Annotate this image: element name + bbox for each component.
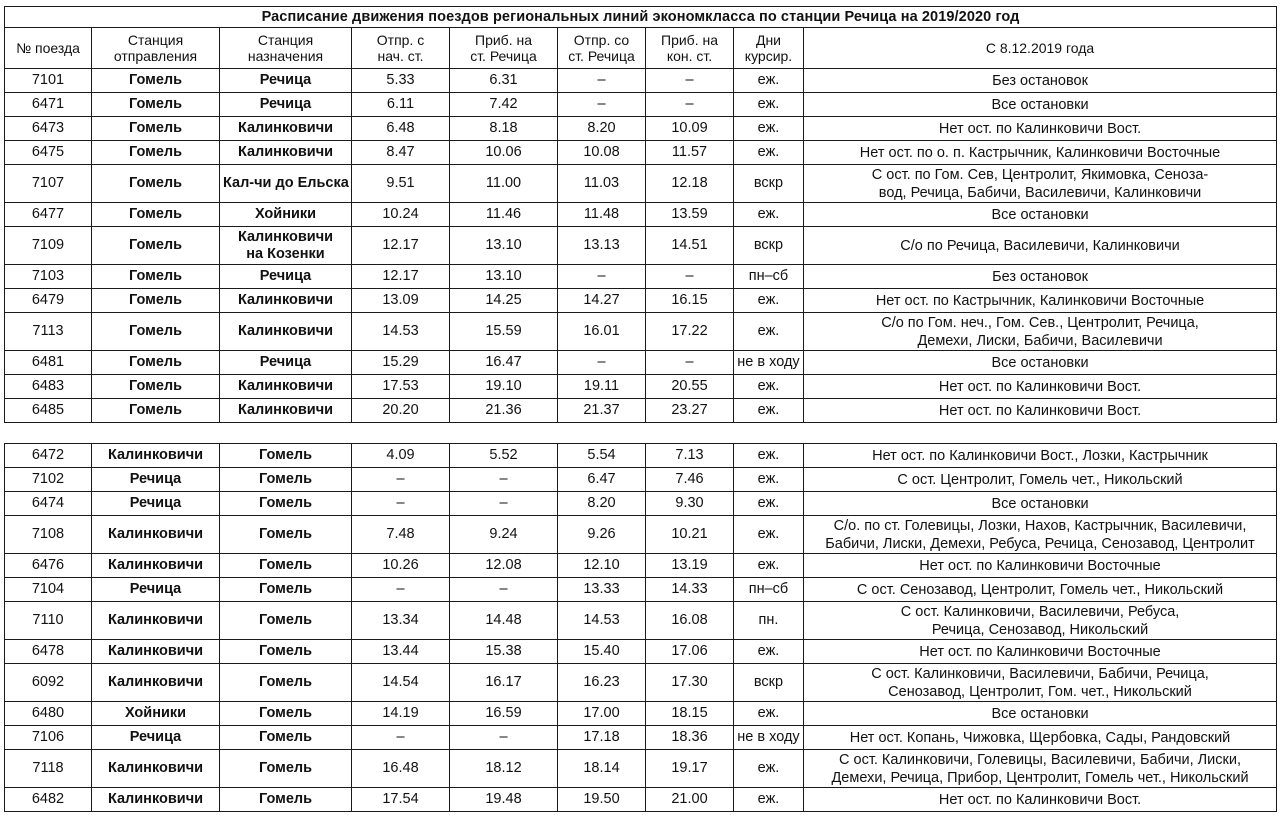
cell-departure-station: Калинковичи bbox=[92, 788, 220, 812]
cell-running-days: не в ходу bbox=[734, 726, 804, 750]
cell-depart-origin: 8.47 bbox=[352, 141, 450, 165]
cell-stop-notes: С ост. Калинковичи, Василевичи, Ребуса, Речица, Сенозавод, Никольский bbox=[804, 602, 1277, 640]
cell-arrive-terminal: 7.46 bbox=[646, 468, 734, 492]
schedule-row bbox=[5, 726, 1277, 750]
cell-departure-station: Хойники bbox=[92, 702, 220, 726]
cell-departure-station: Гомель bbox=[92, 227, 220, 265]
cell-stop-notes: С/о по Речица, Василевичи, Калинковичи bbox=[804, 227, 1277, 265]
cell-destination-station: Речица bbox=[220, 69, 352, 93]
cell-train-number: 6478 bbox=[5, 640, 92, 664]
cell-train-number: 7109 bbox=[5, 227, 92, 265]
cell-running-days: еж. bbox=[734, 554, 804, 578]
cell-train-number: 6477 bbox=[5, 203, 92, 227]
cell-arrive-terminal: 19.17 bbox=[646, 750, 734, 788]
cell-arrive-rechitsa: 18.12 bbox=[450, 750, 558, 788]
cell-destination-station: Гомель bbox=[220, 750, 352, 788]
cell-running-days: еж. bbox=[734, 444, 804, 468]
schedule-row bbox=[5, 93, 1277, 117]
cell-running-days: еж. bbox=[734, 289, 804, 313]
cell-arrive-rechitsa: – bbox=[450, 492, 558, 516]
header-row bbox=[5, 28, 1277, 69]
cell-running-days: еж. bbox=[734, 640, 804, 664]
cell-arrive-terminal: 17.30 bbox=[646, 664, 734, 702]
cell-arrive-terminal: 11.57 bbox=[646, 141, 734, 165]
cell-arrive-terminal: – bbox=[646, 351, 734, 375]
departures-to-gomel bbox=[5, 444, 1277, 812]
header-stop-notes: С 8.12.2019 года bbox=[804, 28, 1277, 69]
cell-arrive-rechitsa: 21.36 bbox=[450, 399, 558, 423]
cell-destination-station: Гомель bbox=[220, 578, 352, 602]
cell-arrive-rechitsa: 11.46 bbox=[450, 203, 558, 227]
cell-depart-rechitsa: 12.10 bbox=[558, 554, 646, 578]
schedule-row bbox=[5, 351, 1277, 375]
cell-train-number: 6476 bbox=[5, 554, 92, 578]
header-depart-origin: Отпр. с нач. ст. bbox=[352, 28, 450, 69]
cell-depart-origin: 6.48 bbox=[352, 117, 450, 141]
cell-depart-origin: 14.54 bbox=[352, 664, 450, 702]
departures-from-gomel bbox=[5, 69, 1277, 423]
cell-stop-notes: С ост. Калинковичи, Голевицы, Василевичи, Бабичи, Лиски, Демехи, Речица, Прибор, Центролит, Гомель чет., Никольский bbox=[804, 750, 1277, 788]
cell-departure-station: Калинковичи bbox=[92, 750, 220, 788]
schedule-row bbox=[5, 289, 1277, 313]
cell-destination-station: Кал-чи до Ельска bbox=[220, 165, 352, 203]
cell-arrive-terminal: – bbox=[646, 93, 734, 117]
cell-arrive-terminal: – bbox=[646, 265, 734, 289]
schedule-row bbox=[5, 468, 1277, 492]
schedule-title: Расписание движения поездов региональных линий экономкласса по станции Речица на 2019/2020 год bbox=[5, 7, 1277, 28]
cell-arrive-terminal: 13.19 bbox=[646, 554, 734, 578]
cell-arrive-rechitsa: – bbox=[450, 468, 558, 492]
cell-departure-station: Гомель bbox=[92, 93, 220, 117]
cell-arrive-terminal: 16.08 bbox=[646, 602, 734, 640]
cell-train-number: 6481 bbox=[5, 351, 92, 375]
cell-train-number: 6480 bbox=[5, 702, 92, 726]
cell-departure-station: Гомель bbox=[92, 313, 220, 351]
cell-arrive-rechitsa: 19.48 bbox=[450, 788, 558, 812]
cell-running-days: пн–сб bbox=[734, 265, 804, 289]
cell-running-days: еж. bbox=[734, 93, 804, 117]
cell-running-days: еж. bbox=[734, 750, 804, 788]
cell-destination-station: Калинковичи bbox=[220, 117, 352, 141]
cell-depart-origin: 13.09 bbox=[352, 289, 450, 313]
schedule-row bbox=[5, 265, 1277, 289]
cell-destination-station: Калинковичи bbox=[220, 313, 352, 351]
cell-stop-notes: Нет ост. по Кастрычник, Калинковичи Восточные bbox=[804, 289, 1277, 313]
cell-depart-rechitsa: – bbox=[558, 69, 646, 93]
cell-arrive-terminal: 9.30 bbox=[646, 492, 734, 516]
section-spacer bbox=[5, 423, 1277, 444]
cell-depart-rechitsa: 13.13 bbox=[558, 227, 646, 265]
header-destination-station: Станция назначения bbox=[220, 28, 352, 69]
cell-running-days: еж. bbox=[734, 702, 804, 726]
cell-depart-origin: – bbox=[352, 492, 450, 516]
cell-stop-notes: Все остановки bbox=[804, 203, 1277, 227]
cell-train-number: 7103 bbox=[5, 265, 92, 289]
cell-depart-rechitsa: 21.37 bbox=[558, 399, 646, 423]
schedule-row bbox=[5, 702, 1277, 726]
schedule-row bbox=[5, 516, 1277, 554]
cell-running-days: не в ходу bbox=[734, 351, 804, 375]
cell-train-number: 6475 bbox=[5, 141, 92, 165]
schedule-row bbox=[5, 664, 1277, 702]
cell-destination-station: Калинковичи на Козенки bbox=[220, 227, 352, 265]
cell-depart-rechitsa: – bbox=[558, 93, 646, 117]
cell-departure-station: Гомель bbox=[92, 69, 220, 93]
cell-arrive-terminal: 17.22 bbox=[646, 313, 734, 351]
cell-train-number: 6471 bbox=[5, 93, 92, 117]
cell-depart-origin: 14.53 bbox=[352, 313, 450, 351]
cell-depart-rechitsa: 19.11 bbox=[558, 375, 646, 399]
schedule-document bbox=[4, 6, 1276, 812]
cell-destination-station: Гомель bbox=[220, 516, 352, 554]
cell-stop-notes: Все остановки bbox=[804, 93, 1277, 117]
cell-depart-origin: 12.17 bbox=[352, 265, 450, 289]
cell-train-number: 6483 bbox=[5, 375, 92, 399]
cell-departure-station: Калинковичи bbox=[92, 602, 220, 640]
cell-departure-station: Гомель bbox=[92, 117, 220, 141]
cell-depart-rechitsa: 13.33 bbox=[558, 578, 646, 602]
cell-arrive-rechitsa: – bbox=[450, 726, 558, 750]
schedule-row bbox=[5, 141, 1277, 165]
header-running-days: Дни курсир. bbox=[734, 28, 804, 69]
cell-running-days: вскр bbox=[734, 664, 804, 702]
cell-depart-rechitsa: 5.54 bbox=[558, 444, 646, 468]
cell-arrive-terminal: 10.21 bbox=[646, 516, 734, 554]
cell-stop-notes: Без остановок bbox=[804, 265, 1277, 289]
cell-depart-rechitsa: 17.18 bbox=[558, 726, 646, 750]
cell-train-number: 6482 bbox=[5, 788, 92, 812]
cell-stop-notes: С ост. Калинковичи, Василевичи, Бабичи, Речица, Сенозавод, Центролит, Гом. чет., Никольский bbox=[804, 664, 1277, 702]
cell-arrive-terminal: 13.59 bbox=[646, 203, 734, 227]
schedule-row bbox=[5, 640, 1277, 664]
cell-stop-notes: Все остановки bbox=[804, 492, 1277, 516]
cell-arrive-terminal: 7.13 bbox=[646, 444, 734, 468]
header-depart-rechitsa: Отпр. со ст. Речица bbox=[558, 28, 646, 69]
schedule-row bbox=[5, 165, 1277, 203]
cell-arrive-terminal: 18.15 bbox=[646, 702, 734, 726]
cell-departure-station: Речица bbox=[92, 468, 220, 492]
cell-train-number: 6479 bbox=[5, 289, 92, 313]
cell-stop-notes: С ост. Сенозавод, Центролит, Гомель чет., Никольский bbox=[804, 578, 1277, 602]
header-arrive-rechitsa: Приб. на ст. Речица bbox=[450, 28, 558, 69]
cell-arrive-rechitsa: 14.48 bbox=[450, 602, 558, 640]
cell-running-days: еж. bbox=[734, 788, 804, 812]
cell-arrive-terminal: – bbox=[646, 69, 734, 93]
cell-destination-station: Гомель bbox=[220, 492, 352, 516]
cell-departure-station: Гомель bbox=[92, 265, 220, 289]
cell-depart-rechitsa: 17.00 bbox=[558, 702, 646, 726]
cell-stop-notes: Нет ост. по Калинковичи Восточные bbox=[804, 640, 1277, 664]
cell-destination-station: Гомель bbox=[220, 554, 352, 578]
cell-train-number: 6472 bbox=[5, 444, 92, 468]
cell-depart-origin: – bbox=[352, 726, 450, 750]
cell-train-number: 7104 bbox=[5, 578, 92, 602]
schedule-row bbox=[5, 750, 1277, 788]
cell-depart-origin: 17.53 bbox=[352, 375, 450, 399]
cell-depart-origin: 15.29 bbox=[352, 351, 450, 375]
cell-running-days: еж. bbox=[734, 492, 804, 516]
cell-depart-origin: 17.54 bbox=[352, 788, 450, 812]
cell-arrive-rechitsa: 5.52 bbox=[450, 444, 558, 468]
cell-depart-rechitsa: – bbox=[558, 351, 646, 375]
cell-train-number: 7113 bbox=[5, 313, 92, 351]
cell-destination-station: Речица bbox=[220, 351, 352, 375]
cell-arrive-rechitsa: – bbox=[450, 578, 558, 602]
cell-destination-station: Калинковичи bbox=[220, 289, 352, 313]
cell-stop-notes: Нет ост. по Калинковичи Вост., Лозки, Кастрычник bbox=[804, 444, 1277, 468]
cell-departure-station: Калинковичи bbox=[92, 444, 220, 468]
cell-stop-notes: С/о. по ст. Голевицы, Лозки, Нахов, Кастрычник, Василевичи, Бабичи, Лиски, Демехи, Ребуса, Речица, Сенозавод, Центролит bbox=[804, 516, 1277, 554]
cell-arrive-terminal: 18.36 bbox=[646, 726, 734, 750]
cell-stop-notes: Нет ост. Копань, Чижовка, Щербовка, Сады, Рандовский bbox=[804, 726, 1277, 750]
header-train-number: № поезда bbox=[5, 28, 92, 69]
cell-depart-rechitsa: 18.14 bbox=[558, 750, 646, 788]
cell-destination-station: Гомель bbox=[220, 468, 352, 492]
cell-depart-origin: – bbox=[352, 578, 450, 602]
cell-arrive-rechitsa: 15.38 bbox=[450, 640, 558, 664]
cell-departure-station: Калинковичи bbox=[92, 640, 220, 664]
cell-depart-rechitsa: 14.27 bbox=[558, 289, 646, 313]
cell-departure-station: Речица bbox=[92, 726, 220, 750]
cell-arrive-rechitsa: 7.42 bbox=[450, 93, 558, 117]
cell-depart-origin: – bbox=[352, 468, 450, 492]
cell-running-days: еж. bbox=[734, 141, 804, 165]
cell-stop-notes: Без остановок bbox=[804, 69, 1277, 93]
cell-destination-station: Гомель bbox=[220, 602, 352, 640]
cell-departure-station: Гомель bbox=[92, 141, 220, 165]
cell-depart-rechitsa: 16.23 bbox=[558, 664, 646, 702]
cell-departure-station: Гомель bbox=[92, 375, 220, 399]
schedule-row bbox=[5, 788, 1277, 812]
schedule-row bbox=[5, 578, 1277, 602]
cell-depart-rechitsa: 8.20 bbox=[558, 117, 646, 141]
cell-train-number: 6485 bbox=[5, 399, 92, 423]
cell-destination-station: Гомель bbox=[220, 444, 352, 468]
cell-depart-rechitsa: 6.47 bbox=[558, 468, 646, 492]
cell-depart-rechitsa: 8.20 bbox=[558, 492, 646, 516]
cell-stop-notes: С/о по Гом. неч., Гом. Сев., Центролит, Речица, Демехи, Лиски, Бабичи, Василевичи bbox=[804, 313, 1277, 351]
cell-depart-origin: 13.34 bbox=[352, 602, 450, 640]
cell-destination-station: Гомель bbox=[220, 702, 352, 726]
cell-stop-notes: Нет ост. по о. п. Кастрычник, Калинковичи Восточные bbox=[804, 141, 1277, 165]
cell-depart-origin: 9.51 bbox=[352, 165, 450, 203]
cell-depart-origin: 14.19 bbox=[352, 702, 450, 726]
cell-stop-notes: Все остановки bbox=[804, 351, 1277, 375]
cell-train-number: 7110 bbox=[5, 602, 92, 640]
cell-stop-notes: Нет ост. по Калинковичи Вост. bbox=[804, 399, 1277, 423]
cell-depart-rechitsa: 10.08 bbox=[558, 141, 646, 165]
cell-destination-station: Калинковичи bbox=[220, 399, 352, 423]
cell-depart-rechitsa: – bbox=[558, 265, 646, 289]
cell-running-days: еж. bbox=[734, 313, 804, 351]
cell-depart-rechitsa: 11.48 bbox=[558, 203, 646, 227]
cell-arrive-terminal: 21.00 bbox=[646, 788, 734, 812]
cell-running-days: еж. bbox=[734, 117, 804, 141]
cell-stop-notes: Нет ост. по Калинковичи Восточные bbox=[804, 554, 1277, 578]
cell-depart-rechitsa: 19.50 bbox=[558, 788, 646, 812]
cell-arrive-rechitsa: 6.31 bbox=[450, 69, 558, 93]
schedule-row bbox=[5, 399, 1277, 423]
cell-destination-station: Гомель bbox=[220, 726, 352, 750]
cell-departure-station: Калинковичи bbox=[92, 516, 220, 554]
cell-destination-station: Гомель bbox=[220, 664, 352, 702]
schedule-row bbox=[5, 117, 1277, 141]
cell-arrive-rechitsa: 8.18 bbox=[450, 117, 558, 141]
cell-departure-station: Гомель bbox=[92, 399, 220, 423]
cell-departure-station: Калинковичи bbox=[92, 664, 220, 702]
cell-arrive-terminal: 14.33 bbox=[646, 578, 734, 602]
cell-train-number: 7108 bbox=[5, 516, 92, 554]
cell-depart-origin: 10.26 bbox=[352, 554, 450, 578]
cell-destination-station: Речица bbox=[220, 93, 352, 117]
cell-train-number: 7107 bbox=[5, 165, 92, 203]
schedule-row bbox=[5, 69, 1277, 93]
cell-running-days: еж. bbox=[734, 375, 804, 399]
cell-depart-rechitsa: 14.53 bbox=[558, 602, 646, 640]
cell-departure-station: Речица bbox=[92, 578, 220, 602]
cell-arrive-rechitsa: 15.59 bbox=[450, 313, 558, 351]
schedule-row bbox=[5, 554, 1277, 578]
schedule-row bbox=[5, 492, 1277, 516]
cell-depart-rechitsa: 9.26 bbox=[558, 516, 646, 554]
cell-depart-origin: 7.48 bbox=[352, 516, 450, 554]
cell-train-number: 7101 bbox=[5, 69, 92, 93]
cell-arrive-terminal: 12.18 bbox=[646, 165, 734, 203]
cell-depart-origin: 13.44 bbox=[352, 640, 450, 664]
cell-train-number: 6473 bbox=[5, 117, 92, 141]
cell-stop-notes: Нет ост. по Калинковичи Вост. bbox=[804, 788, 1277, 812]
cell-arrive-terminal: 17.06 bbox=[646, 640, 734, 664]
cell-arrive-rechitsa: 12.08 bbox=[450, 554, 558, 578]
cell-train-number: 7102 bbox=[5, 468, 92, 492]
cell-arrive-rechitsa: 11.00 bbox=[450, 165, 558, 203]
cell-stop-notes: Нет ост. по Калинковичи Вост. bbox=[804, 375, 1277, 399]
cell-departure-station: Гомель bbox=[92, 351, 220, 375]
cell-arrive-rechitsa: 14.25 bbox=[450, 289, 558, 313]
cell-train-number: 7106 bbox=[5, 726, 92, 750]
cell-running-days: еж. bbox=[734, 468, 804, 492]
cell-depart-origin: 10.24 bbox=[352, 203, 450, 227]
cell-arrive-rechitsa: 10.06 bbox=[450, 141, 558, 165]
cell-arrive-rechitsa: 9.24 bbox=[450, 516, 558, 554]
cell-destination-station: Хойники bbox=[220, 203, 352, 227]
cell-arrive-rechitsa: 16.47 bbox=[450, 351, 558, 375]
cell-depart-origin: 5.33 bbox=[352, 69, 450, 93]
schedule-table bbox=[4, 6, 1277, 812]
cell-arrive-rechitsa: 13.10 bbox=[450, 227, 558, 265]
cell-departure-station: Калинковичи bbox=[92, 554, 220, 578]
cell-arrive-terminal: 14.51 bbox=[646, 227, 734, 265]
cell-stop-notes: Все остановки bbox=[804, 702, 1277, 726]
cell-running-days: пн. bbox=[734, 602, 804, 640]
cell-stop-notes: Нет ост. по Калинковичи Вост. bbox=[804, 117, 1277, 141]
cell-stop-notes: С ост. Центролит, Гомель чет., Никольский bbox=[804, 468, 1277, 492]
cell-running-days: вскр bbox=[734, 227, 804, 265]
cell-depart-rechitsa: 15.40 bbox=[558, 640, 646, 664]
cell-depart-origin: 12.17 bbox=[352, 227, 450, 265]
cell-departure-station: Речица bbox=[92, 492, 220, 516]
header-arrive-terminal: Приб. на кон. ст. bbox=[646, 28, 734, 69]
schedule-row bbox=[5, 203, 1277, 227]
cell-arrive-terminal: 20.55 bbox=[646, 375, 734, 399]
cell-running-days: еж. bbox=[734, 399, 804, 423]
cell-running-days: пн–сб bbox=[734, 578, 804, 602]
cell-running-days: еж. bbox=[734, 69, 804, 93]
cell-depart-origin: 6.11 bbox=[352, 93, 450, 117]
cell-destination-station: Речица bbox=[220, 265, 352, 289]
cell-destination-station: Гомель bbox=[220, 640, 352, 664]
cell-running-days: вскр bbox=[734, 165, 804, 203]
cell-arrive-rechitsa: 13.10 bbox=[450, 265, 558, 289]
cell-depart-rechitsa: 11.03 bbox=[558, 165, 646, 203]
cell-departure-station: Гомель bbox=[92, 165, 220, 203]
cell-running-days: еж. bbox=[734, 516, 804, 554]
cell-arrive-rechitsa: 19.10 bbox=[450, 375, 558, 399]
header-departure-station: Станция отправления bbox=[92, 28, 220, 69]
schedule-row bbox=[5, 444, 1277, 468]
cell-depart-origin: 16.48 bbox=[352, 750, 450, 788]
cell-depart-origin: 20.20 bbox=[352, 399, 450, 423]
cell-destination-station: Гомель bbox=[220, 788, 352, 812]
cell-running-days: еж. bbox=[734, 203, 804, 227]
cell-arrive-terminal: 16.15 bbox=[646, 289, 734, 313]
cell-depart-origin: 4.09 bbox=[352, 444, 450, 468]
cell-departure-station: Гомель bbox=[92, 203, 220, 227]
cell-destination-station: Калинковичи bbox=[220, 375, 352, 399]
cell-stop-notes: С ост. по Гом. Сев, Центролит, Якимовка, Сеноза- вод, Речица, Бабичи, Василевичи, Калинковичи bbox=[804, 165, 1277, 203]
schedule-row bbox=[5, 227, 1277, 265]
cell-train-number: 7118 bbox=[5, 750, 92, 788]
cell-arrive-terminal: 10.09 bbox=[646, 117, 734, 141]
spacer-row bbox=[5, 423, 1277, 444]
cell-train-number: 6474 bbox=[5, 492, 92, 516]
schedule-row bbox=[5, 602, 1277, 640]
schedule-row bbox=[5, 375, 1277, 399]
cell-departure-station: Гомель bbox=[92, 289, 220, 313]
cell-destination-station: Калинковичи bbox=[220, 141, 352, 165]
cell-depart-rechitsa: 16.01 bbox=[558, 313, 646, 351]
cell-arrive-rechitsa: 16.17 bbox=[450, 664, 558, 702]
cell-train-number: 6092 bbox=[5, 664, 92, 702]
schedule-row bbox=[5, 313, 1277, 351]
cell-arrive-terminal: 23.27 bbox=[646, 399, 734, 423]
cell-arrive-rechitsa: 16.59 bbox=[450, 702, 558, 726]
